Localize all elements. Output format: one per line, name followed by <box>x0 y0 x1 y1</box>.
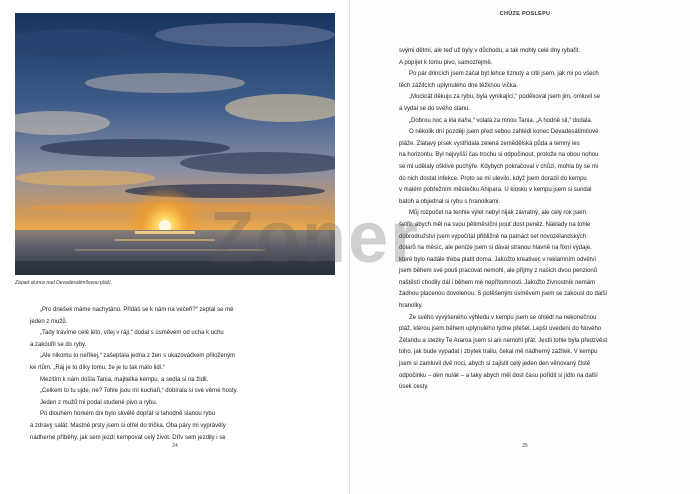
text-line: žádnou placenou dovolenou. S potěšeným úsměvem jsem se zakousl do další <box>399 291 608 298</box>
text-line: „Ale nikomu to neříkej,“ zašeptala jedna z žen s ukazováčkem přiloženým <box>40 353 236 360</box>
text-line: které bylo nadále třeba platit doma. Jakožto kreativec v reklamním odvětví <box>399 256 597 263</box>
text-run: „Dobrou noc a <box>409 117 449 124</box>
text-line: Mezitím k nám došla Tania, majitelka kempu, a sedla si na židli. <box>40 376 209 383</box>
text-line: batoh a objednal si rybu s hranolkami. <box>399 198 501 205</box>
text-line: jsem si zamluvil dvě noci, abych si zajistil celý jeden den věnovaný čistě <box>399 361 591 368</box>
sunset-photo <box>15 13 335 275</box>
watermark-logo: Zoner <box>210 198 421 278</box>
text-line: naštěstí chodily dál i během mé nepřítomnosti. Jakožto živnostník nemám <box>399 279 596 286</box>
text-line <box>399 116 689 128</box>
text-line: a zdravý salát. Mastné prsty jsem si otřel do trička. Oba páry mi vyprávěly <box>30 422 226 429</box>
right-body-text <box>399 46 689 394</box>
text-line: A popíjet k tomu pivo, samozřejmě. <box>399 59 493 66</box>
right-page <box>350 0 700 494</box>
text-run: odpočinku – <box>399 372 434 379</box>
text-line <box>399 371 689 383</box>
photo-caption: Západ slunce nad Devadesátimílovou pláží. <box>15 280 113 286</box>
text-line: toho, jak bude vypadat i zbytek trailu, čekal mě nádherný zážitek. V kempu <box>399 349 598 356</box>
text-line: a vydal se do svého stanu. <box>399 105 471 112</box>
text-run: – a taky abych měl dost času pořídit si jídlo na další <box>459 372 598 379</box>
text-line: na horizontu. Byl nejvyšší čas trochu si odpočinout, protože na obou nohou <box>399 152 599 159</box>
page-number-right: 25 <box>522 443 528 449</box>
text-line: pláže. Zlatavý písek vystřídala zelená zemědělská půda a temný les <box>399 140 580 147</box>
left-body-text <box>30 305 320 444</box>
text-line: svými dětmi, ale teď už byly v důchodu, a tak mohly celé dny rybařit. <box>399 48 581 54</box>
text-run: ,“ volala za mnou Tania. „A hodně sil,“ dodala. <box>471 117 593 124</box>
italic-term: den nulák <box>433 372 460 379</box>
text-line: Po pár drincích jsem začal být lehce líznutý a cítil jsem, jak mi po všech <box>409 71 599 78</box>
italic-term: kia kaha <box>448 117 472 124</box>
text-line: těch zážitcích uplynulého dne těžknou víčka. <box>399 82 518 89</box>
text-line: jsem během své pouti pracovat nemohl, ale příjmy z našich dvou penzionů <box>399 268 598 275</box>
text-line: O několik dní později jsem před sebou zahlédl konec Devadesátimílové <box>409 129 599 136</box>
text-line: a zakouřil se do ryby. <box>30 341 87 348</box>
text-line: „Pro dnešek máme nachytáno. Přidáš se k nám na večeři?“ zeptal se mě <box>40 307 234 313</box>
text-line: „Mockrát děkuju za rybu, byla vynikající,“ poděkoval jsem jim, omluvil se <box>409 94 601 101</box>
text-line: šetřil, abych měl na svou pětiměsíční pouť dost peněz. Náklady na tohle <box>399 221 591 228</box>
text-line: do nich dostat infekce. Proto se mi ulevilo, když jsem dorazil do kempu <box>399 175 587 182</box>
text-line: v malém pobřežním městečku Ahipara. U kiosku v kempu jsem si sundal <box>399 187 592 194</box>
text-line: jeden z mužů. <box>30 318 68 325</box>
text-line: Můj rozpočet na tenhle výlet nebyl nijak závratný, ale celý rok jsem <box>409 210 587 217</box>
running-head: CHŮZE POSLEPU <box>499 11 551 17</box>
text-line: Jeden z mužů mi podal studené pivo a rybu. <box>40 399 158 406</box>
text-line: dobrodružství jsem vypočítal přibližně na patnáct set novozélandských <box>399 233 587 240</box>
text-line: hranolky. <box>399 303 423 310</box>
text-line: se mi udělaly ošklivé puchýře. Kdybych pokračoval v chůzi, mohla by se mi <box>399 163 599 170</box>
text-line: Zélandu a stezky Te Araroa jsem si ani nemohl přát. Jestli tohle byla předzvěst <box>399 337 607 344</box>
text-line: „Tady trávíme celé léto, vítej v ráji,“ dodal s úsměvem od ucha k uchu <box>40 330 224 337</box>
text-line: pláž, kterou jsem během uplynulého týdne přešel. Lepší uvedení do Nového <box>399 326 602 333</box>
text-line: nádherné příběhy, jak sem jezdí kempovat celý život. Dřív sem jezdily i se <box>30 434 226 441</box>
sunset-illustration <box>15 13 335 275</box>
page-number-left: 24 <box>172 443 178 449</box>
text-line: úsek cesty. <box>399 384 429 391</box>
text-line: Po dlouhém horkém dni bylo skvělé dopřát si lahodně slanou rybu <box>40 411 216 418</box>
text-line: ke rtům. „Ráj je to díky tomu, že je tu tak málo lidí.“ <box>30 364 166 371</box>
text-line: „Celkem to tu ujde, ne? Tohle jsou mí kuchaři,“ dobírala si své věrné hosty. <box>40 388 238 395</box>
text-line: dolarů na měsíc, ale peníze jsem si dával stranou hlavně na fixní výdaje, <box>399 245 592 252</box>
text-line: Ze svého vyvýšeného výhledu v kempu jsem se ohlédl na nekonečnou <box>409 314 597 321</box>
